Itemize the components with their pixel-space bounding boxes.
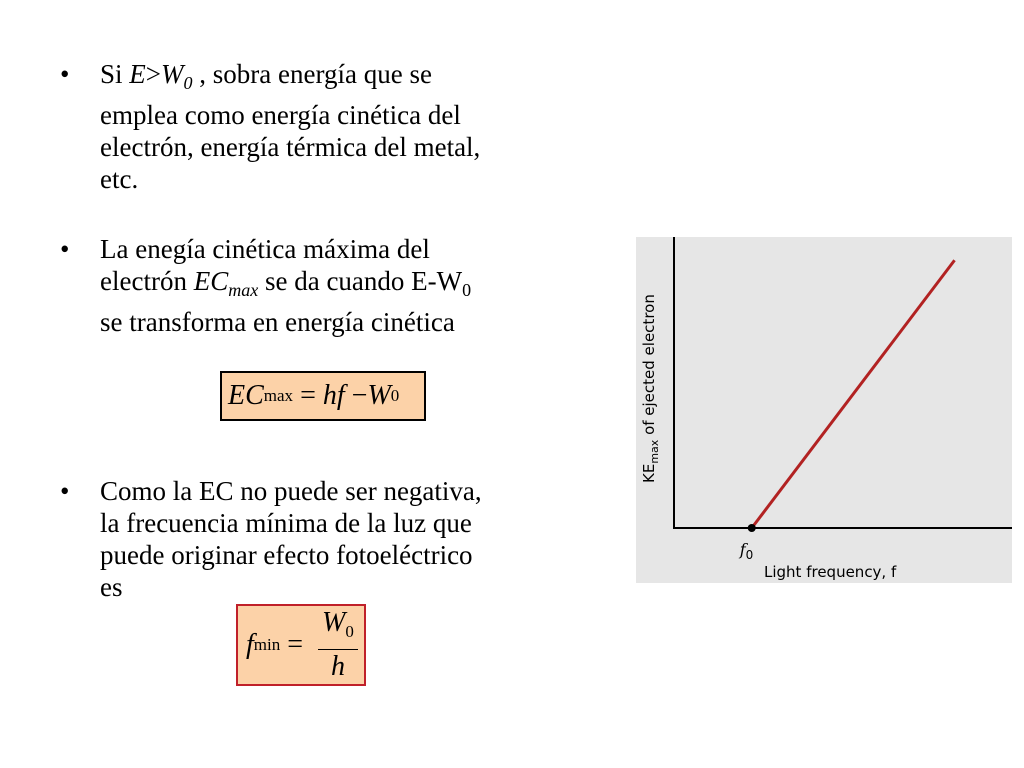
bullet-2-text (100, 233, 471, 338)
x-axis-label: Light frequency, f (764, 563, 897, 581)
bullet-1-line-4: etc. (100, 164, 139, 194)
x-tick-label: $f_0$ (739, 540, 754, 562)
bullet-1-line-3: electrón, energía térmica del metal, (100, 132, 481, 162)
bullet-3-line-1: Como la EC no puede ser negativa, (100, 476, 482, 506)
bullet-marker: • (60, 59, 70, 89)
bullet-1-text (100, 58, 480, 195)
photoelectric-chart (636, 237, 1012, 583)
bullet-3-text (100, 475, 482, 603)
bullet-3-line-2: la frecuencia mínima de la luz que (100, 508, 472, 538)
threshold-point (748, 524, 756, 532)
chart-svg (636, 237, 1012, 583)
bullet-1-line-1: Si $E>W_0$ , sobra energía que se (100, 59, 432, 93)
minimum-frequency-formula: f min = $\frac{W_0}{h}$ (236, 604, 366, 686)
kinetic-energy-formula: EC max = hf − W 0 (220, 371, 426, 421)
bullet-1-line-2: emplea como energía cinética del (100, 100, 461, 130)
bullet-2-line-2: electrón $EC_{max}$ se da cuando $E-W_0$ (100, 266, 472, 300)
bullet-3-line-3: puede originar efecto fotoeléctrico (100, 540, 473, 570)
ke-series-line (752, 260, 955, 528)
fraction-numerator: $W_0$ (318, 606, 358, 650)
bullet-marker: • (60, 234, 70, 264)
bullet-marker: • (60, 476, 70, 506)
y-axis-label: $KE_{max}$ of ejected electron (640, 294, 661, 483)
bullet-2-line-3: se transforma en energía cinética (100, 307, 455, 337)
fraction (318, 606, 358, 684)
bullet-3-line-4: es (100, 572, 123, 602)
bullet-2-line-1: La enegía cinética máxima del (100, 234, 430, 264)
fraction-denominator: h (330, 651, 345, 682)
